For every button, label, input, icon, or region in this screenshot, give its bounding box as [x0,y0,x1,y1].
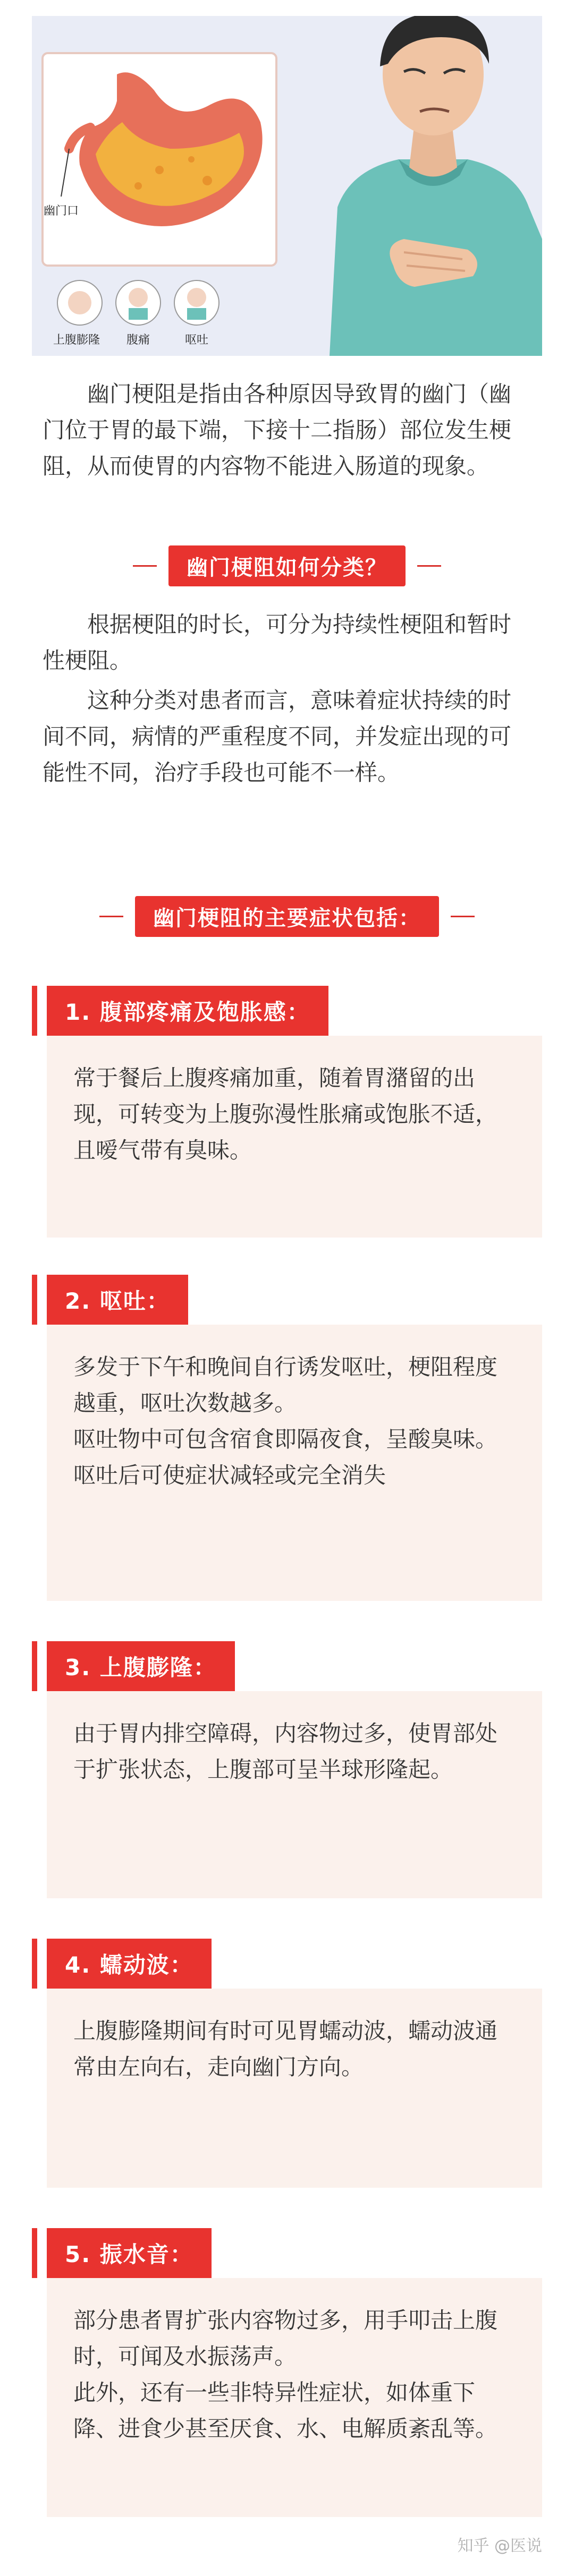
title-dash-left [99,916,123,917]
symptom-body [47,2278,542,2517]
section-title-classification [48,547,526,584]
intro-paragraph: 幽门梗阻是指由各种原因导致胃的幽门（幽门位于胃的最下端，下接十二指肠）部位发生梗阻，从而使胃的内容物不能进入肠道的现象。 [43,381,512,479]
pain-label: 腹痛 [126,334,150,347]
symptom-body [47,1325,542,1601]
symptom-body [47,1691,542,1898]
hero-illustration [32,16,542,356]
card-accent-bar [32,2228,37,2278]
symptom-text: 由于胃内排空障碍，内容物过多，使胃部处于扩张状态，上腹部可呈半球形隆起。 [73,1720,498,1782]
title-dash-right [417,565,441,567]
watermark-footer: 知乎 @医说 [457,2537,542,2555]
symptom-title: 1. 腹部疼痛及饱胀感： [47,986,328,1036]
symptom-card-1 [32,986,542,1241]
pylorus-label: 幽门口 [44,204,79,218]
symptom-card-3 [32,1641,542,1901]
classification-paragraph-2: 这种分类对患者而言，意味着症状持续的时间不同，病情的严重程度不同，并发症出现的可能性不同，治疗手段也可能不一样。 [43,687,512,786]
symptom-title: 5. 振水音： [47,2228,212,2278]
symptom-title: 4. 蠕动波： [47,1939,212,1989]
symptom-text: 常于餐后上腹疼痛加重，随着胃潴留的出现，可转变为上腹弥漫性胀痛或饱胀不适，且嗳气带有臭味。 [73,1065,498,1163]
symptom-text: 部分患者胃扩张内容物过多，用手叩击上腹时，可闻及水振荡声。 [73,2307,498,2369]
card-accent-bar [32,1641,37,1691]
vomit-label: 呕吐 [185,334,209,347]
symptom-body [47,1036,542,1238]
hero-artwork [32,16,542,356]
symptom-title: 3. 上腹膨隆： [47,1641,235,1691]
card-accent-bar [32,986,37,1036]
title-dash-right [451,916,475,917]
symptom-text: 此外，还有一些非特异性症状，如体重下降、进食少甚至厌食、水、电解质紊乱等。 [73,2379,498,2442]
card-accent-bar [32,1939,37,1989]
title-dash-left [133,565,157,567]
symptom-text: 呕吐物中可包含宿食即隔夜食，呈酸臭味。呕吐后可使症状减轻或完全消失 [73,1426,498,1488]
card-accent-bar [32,1275,37,1325]
section-title-text: 幽门梗阻如何分类？ [168,545,406,586]
symptom-card-2 [32,1275,542,1604]
section-title-symptoms [48,898,526,935]
symptom-card-5 [32,2228,542,2515]
section-title-text: 幽门梗阻的主要症状包括： [135,896,439,937]
symptom-card-4 [32,1939,542,2191]
classification-paragraph-1: 根据梗阻的时长，可分为持续性梗阻和暂时性梗阻。 [43,611,512,673]
symptom-text: 多发于下午和晚间自行诱发呕吐，梗阻程度越重，呕吐次数越多。 [73,1354,498,1416]
bloating-label: 上腹膨隆 [53,334,100,347]
symptom-text: 上腹膨隆期间有时可见胃蠕动波，蠕动波通常由左向右，走向幽门方向。 [73,2018,498,2080]
symptom-title: 2. 呕吐： [47,1275,188,1325]
symptom-body [47,1989,542,2188]
